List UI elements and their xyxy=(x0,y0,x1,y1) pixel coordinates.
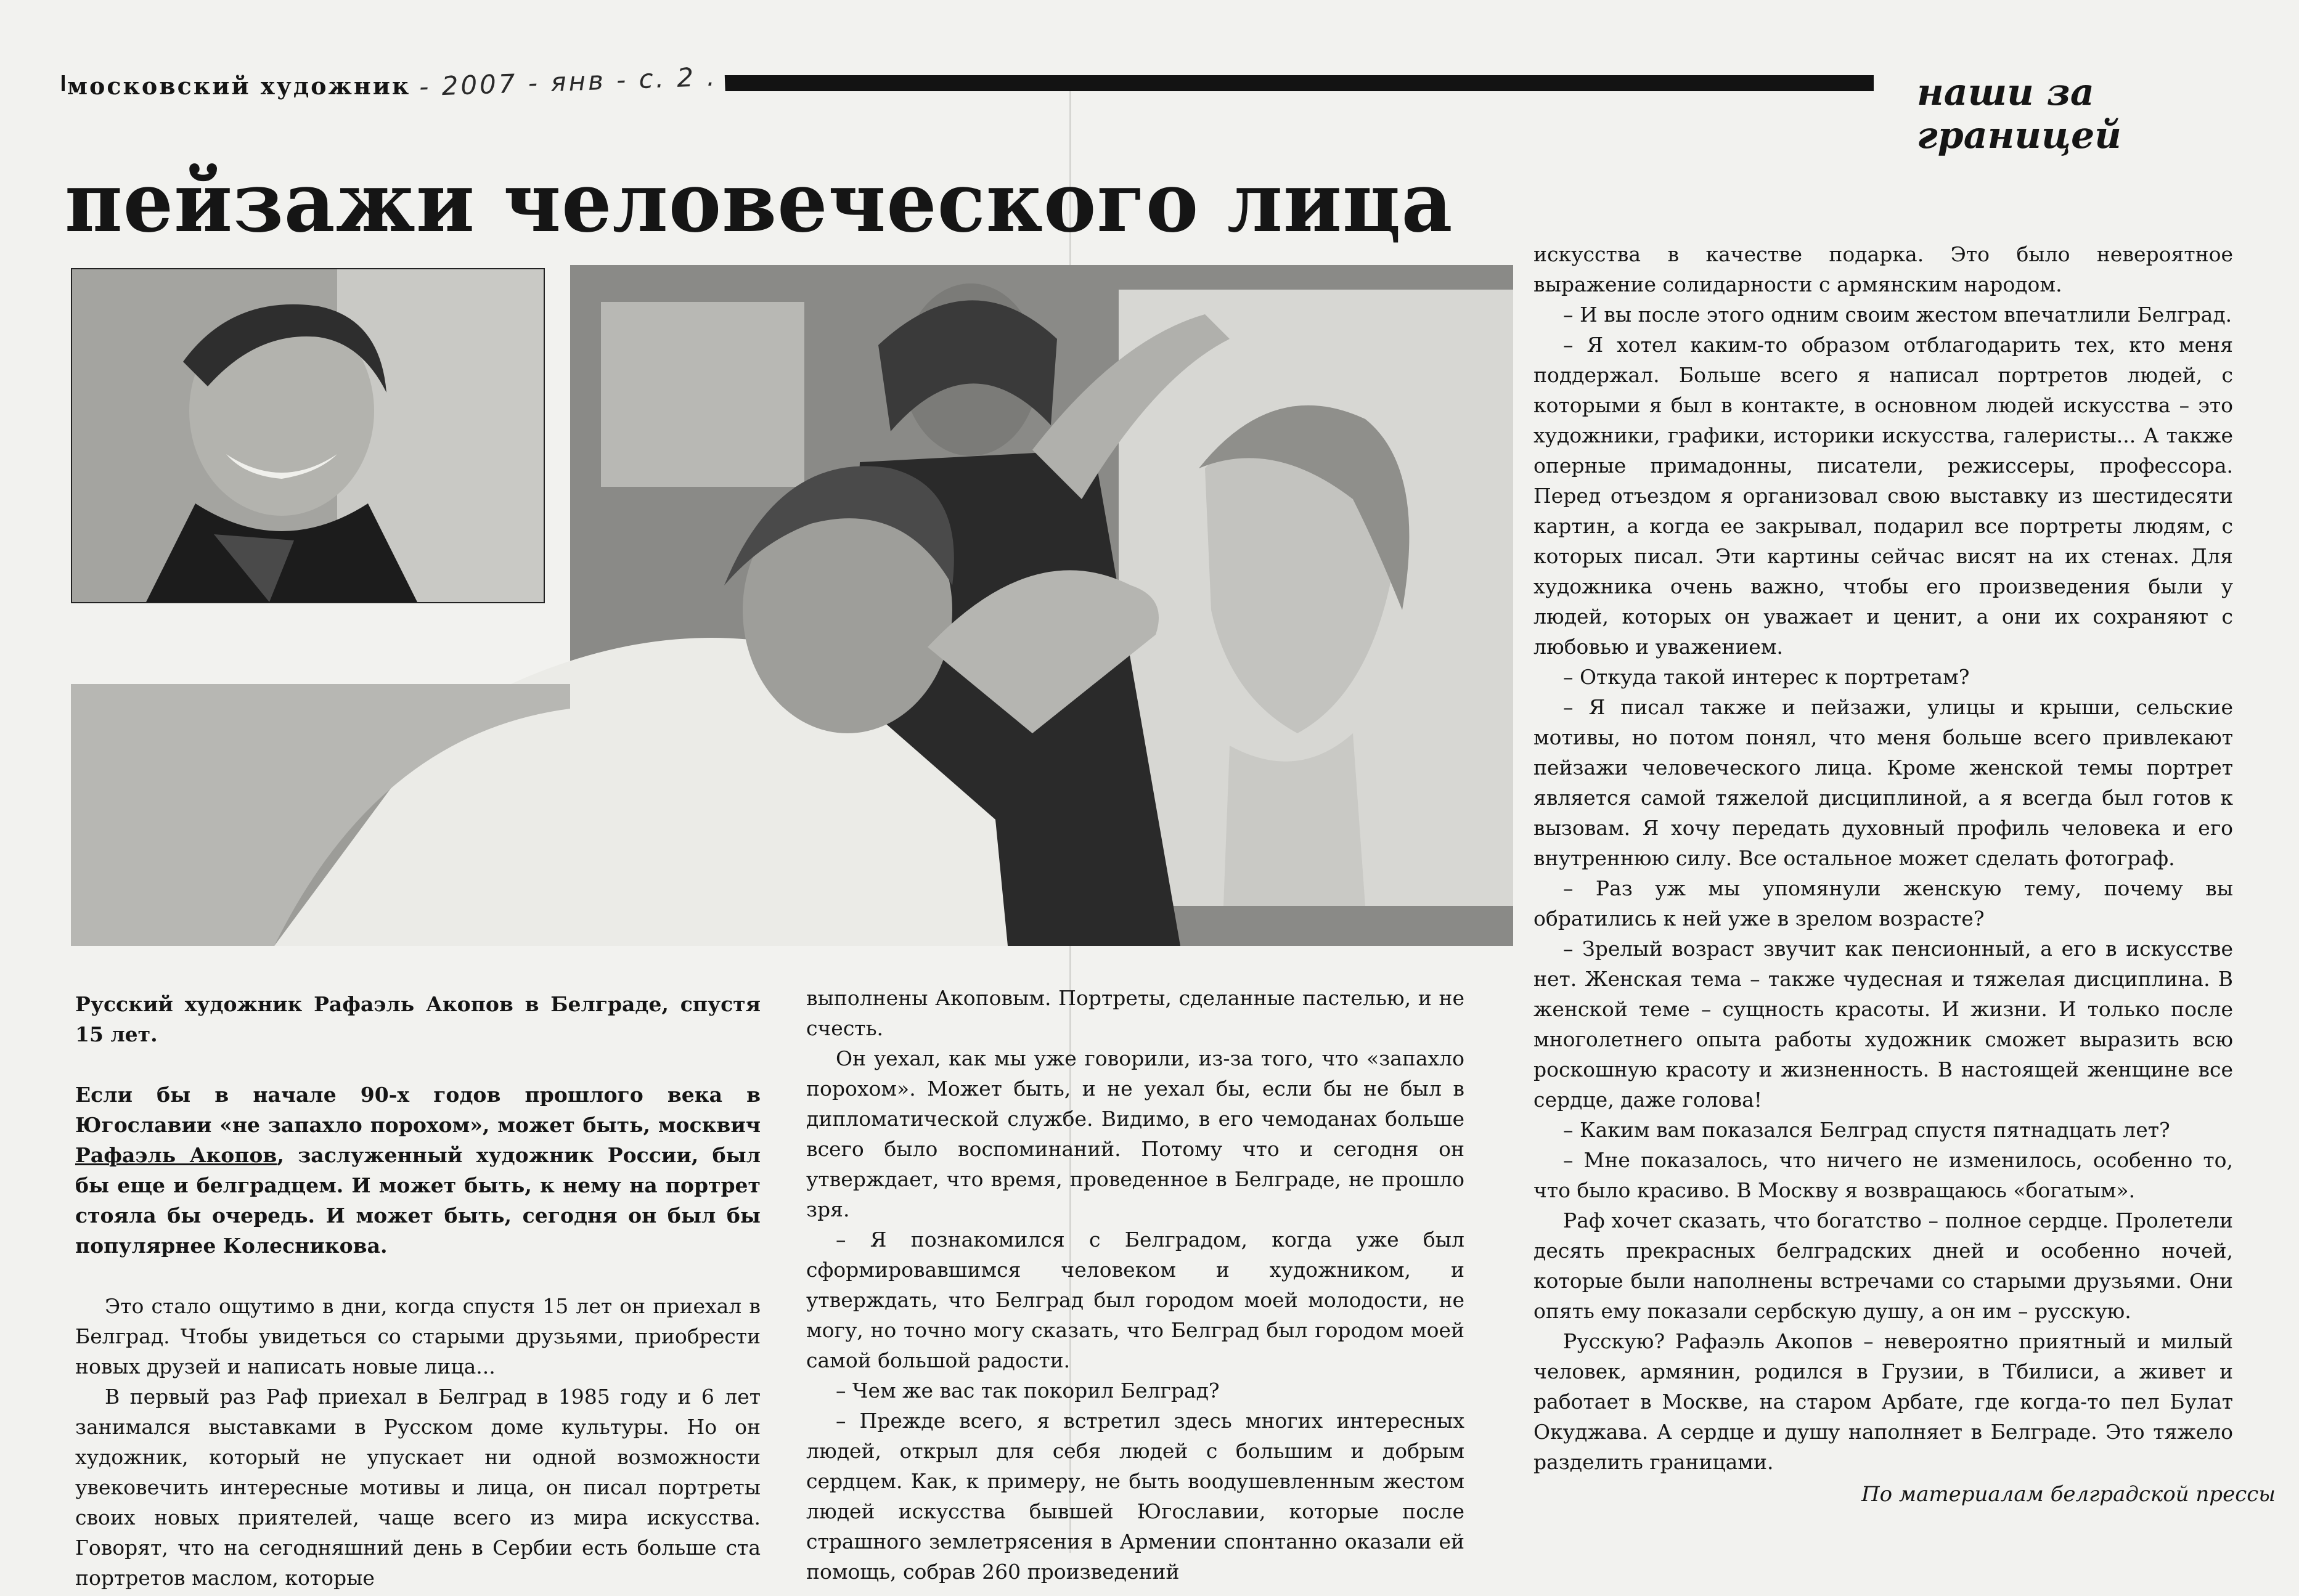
lead-text-end: , заслуженный художник России, был бы еще и белградцем. И может быть, к нему на портрет стояла бы очередь. И может быть, сегодня он был бы популярнее Колесникова. xyxy=(75,1143,761,1258)
body-paragraph: – Я познакомился с Белградом, когда уже был сформировавшимся человеком и художником, и утверждать, что Белград был городом моей молодости, не могу, но точно могу сказать, что Белград был городом моей самой большой радости. xyxy=(806,1228,1464,1372)
body-paragraph: – Зрелый возраст звучит как пенсионный, а его в искусстве нет. Женская тема – также чудесная и тяжелая дисциплина. В женской теме – сущность красоты. И жизни. И только после многолетнего опыта работы художник сможет выразить всю роскошную красоту и жизненность. В настоящей женщине все сердце, даже голова! xyxy=(1533,937,2233,1112)
body-paragraph-continued: выполнены Акоповым. Портреты, сделанные пастелью, и не счесть. xyxy=(806,986,1464,1040)
section-title: наши за границей xyxy=(1917,71,2121,157)
column-2 xyxy=(806,983,1464,1587)
lead-paragraph xyxy=(75,1080,761,1261)
headline: пейзажи человеческого лица xyxy=(65,154,1453,251)
artist-name: Рафаэль Акопов xyxy=(75,1143,277,1167)
body-paragraph: Это стало ощутимо в дни, когда спустя 15 лет он приехал в Белград. Чтобы увидеться со старыми друзьями, приобрести новых друзей и написать новые лица... xyxy=(75,1294,761,1378)
column-1 xyxy=(75,989,761,1593)
body-paragraph: Он уехал, как мы уже говорили, из-за того, что «запахло порохом». Может быть, и не уехал бы, если бы не был в дипломатической службе. Видимо, в его чемоданах больше всего было воспоминаний. Потому что и сегодня он утверждает, что время, проведенное в Белграде, не прошло зря. xyxy=(806,1046,1464,1221)
body-paragraph: – Я писал также и пейзажи, улицы и крыши, сельские мотивы, но потом понял, что меня больше всего привлекают пейзажи человеческого лица. Кроме женской темы портрет является самой тяжелой дисциплиной, а я всегда был готов к вызовам. Я хочу передать духовный профиль человека и его внутреннюю силу. Все остальное может сделать фотограф. xyxy=(1533,695,2233,870)
body-paragraph: – Прежде всего, я встретил здесь многих интересных людей, открыл для себя людей с большим и добрым сердцем. Как, к примеру, не быть воодушевленным жестом людей искусства бывшей Югославии, которые после страшного землетрясения в Армении спонтанно оказали ей помощь, собрав 260 произведений xyxy=(806,1409,1464,1584)
body-paragraph: – И вы после этого одним своим жестом впечатлили Белград. xyxy=(1563,303,2232,327)
lead-text-start: Если бы в начале 90-х годов прошлого века в Югославии «не запахло порохом», может быть, москвич xyxy=(75,1083,761,1137)
question: – Чем же вас так покорил Белград? xyxy=(836,1378,1220,1403)
column-3 xyxy=(1533,239,2233,1477)
main-photo xyxy=(71,265,1513,946)
question: – Каким вам показался Белград спустя пятнадцать лет? xyxy=(1563,1118,2170,1142)
artist-painting-image xyxy=(71,265,1513,946)
handwritten-date-note: - 2007 - янв - с. 2 . xyxy=(411,61,725,102)
body-paragraph: Русскую? Рафаэль Акопов – невероятно приятный и милый человек, армянин, родился в Грузии, в Тбилиси, а живет и работает в Москве, на старом Арбате, где когда-то пел Булат Окуджава. А сердце и душу наполняет в Белграде. Это тяжело разделить границами. xyxy=(1533,1329,2233,1474)
photo-caption: Русский художник Рафаэль Акопов в Белграде, спустя 15 лет. xyxy=(75,992,761,1046)
newspaper-name: московский художник xyxy=(65,71,427,102)
body-paragraph-continued: искусства в качестве подарка. Это было невероятное выражение солидарности с армянским народом. xyxy=(1533,242,2233,296)
body-paragraph: В первый раз Раф приехал в Белград в 1985 году и 6 лет занимался выставками в Русском доме культуры. Но он художник, который не упускает ни одной возможности увековечить интересные мотивы и лица, он писал портреты своих новых приятелей, чаще всего из мира искусства. Говорят, что на сегодняшний день в Сербии есть больше ста портретов маслом, которые xyxy=(75,1385,761,1590)
question: – Раз уж мы упомянули женскую тему, почему вы обратились к ней уже в зрелом возрасте? xyxy=(1533,876,2233,930)
body-paragraph: Раф хочет сказать, что богатство – полное сердце. Пролетели десять прекрасных белградских дней и особенно ночей, которые были наполнены встречами со старыми друзьями. Они опять ему показали сербскую душу, а он им – русскую. xyxy=(1533,1208,2233,1323)
body-paragraph: – Мне показалось, что ничего не изменилось, особенно то, что было красиво. В Москву я возвращаюсь «богатым». xyxy=(1533,1148,2233,1202)
body-paragraph: – Я хотел каким-то образом отблагодарить тех, кто меня поддержал. Больше всего я написал портретов людей, с которыми я был в контакте, в основном людей искусства – это художники, графики, историки искусства, галеристы... А также оперные примадонны, писатели, режиссеры, профессора. Перед отъездом я организовал свою выставку из шестидесяти картин, а когда ее закрывал, подарил все портреты людям, с которых писал. Эти картины сейчас висят на их стенах. Для художника очень важно, чтобы его произведения были у людей, которых он уважает и ценит, а они их сохраняют с любовью и уважением. xyxy=(1533,333,2233,659)
question: – Откуда такой интерес к портретам? xyxy=(1563,665,1970,689)
source-credit: По материалам белградской прессы xyxy=(1861,1482,2276,1507)
spacer xyxy=(75,1261,761,1291)
